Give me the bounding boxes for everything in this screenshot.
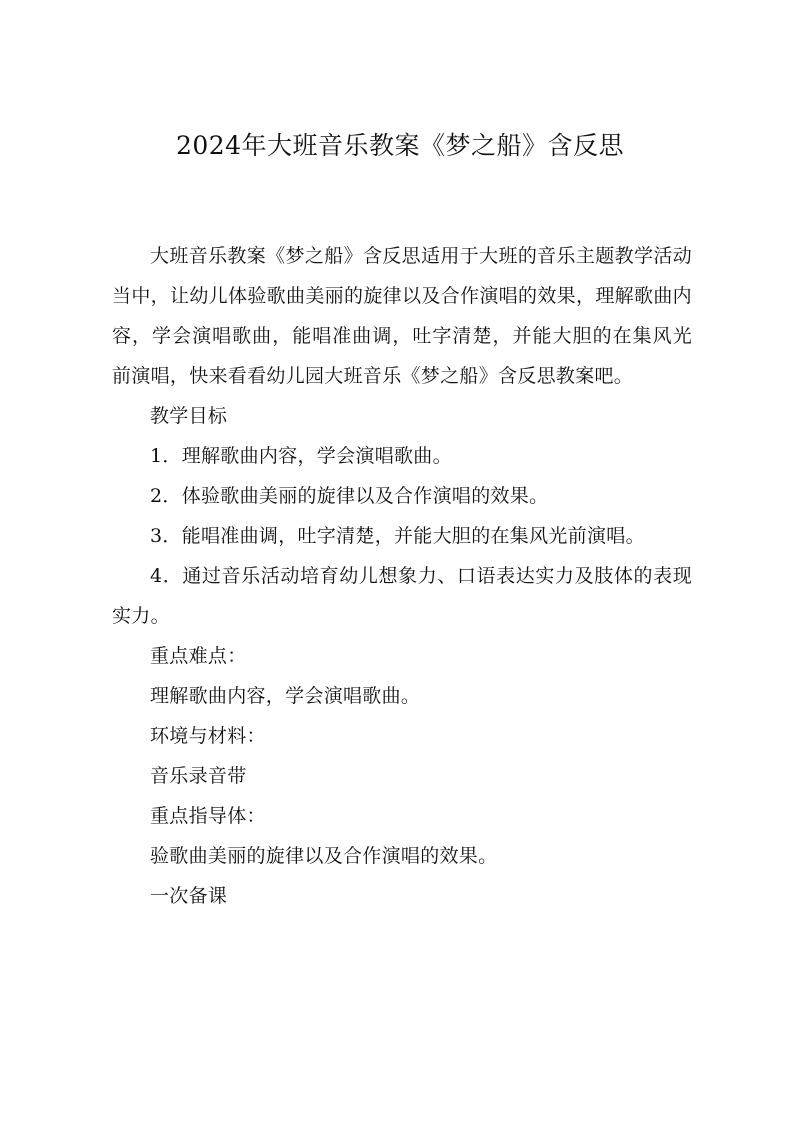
intro-paragraph: 大班音乐教案《梦之船》含反思适用于大班的音乐主题教学活动当中，让幼儿体验歌曲美丽的旋律以及合作演唱的效果，理解歌曲内容，学会演唱歌曲，能唱准曲调，吐字清楚，并能大胆的在集风光 前演唱，快来看看幼儿园大班音乐《梦之船》含反思教案吧。 bbox=[112, 245, 712, 387]
section-heading-materials: 环境与材料： bbox=[150, 725, 266, 747]
materials-text: 音乐录音带 bbox=[150, 765, 247, 787]
objective-item: 4．通过音乐活动培育幼儿想象力、口语表达实力及肢体的表现实力。 bbox=[112, 565, 692, 627]
section-heading-first-lesson: 一次备课 bbox=[150, 885, 228, 907]
objective-item: 3．能唱准曲调，吐字清楚，并能大胆的在集风光前演唱。 bbox=[150, 525, 645, 547]
objective-item: 1．理解歌曲内容，学会演唱歌曲。 bbox=[150, 445, 452, 467]
document-title: 2024年大班音乐教案《梦之船》含反思 bbox=[175, 131, 625, 160]
objective-item: 2．体验歌曲美丽的旋律以及合作演唱的效果。 bbox=[150, 485, 549, 507]
section-heading-objectives: 教学目标 bbox=[150, 405, 228, 427]
section-heading-guidance: 重点指导体： bbox=[150, 805, 266, 827]
guidance-text: 验歌曲美丽的旋律以及合作演唱的效果。 bbox=[150, 845, 498, 867]
section-heading-key-points: 重点难点： bbox=[150, 645, 247, 667]
document-body bbox=[112, 236, 712, 916]
key-points-text: 理解歌曲内容，学会演唱歌曲。 bbox=[150, 685, 421, 707]
